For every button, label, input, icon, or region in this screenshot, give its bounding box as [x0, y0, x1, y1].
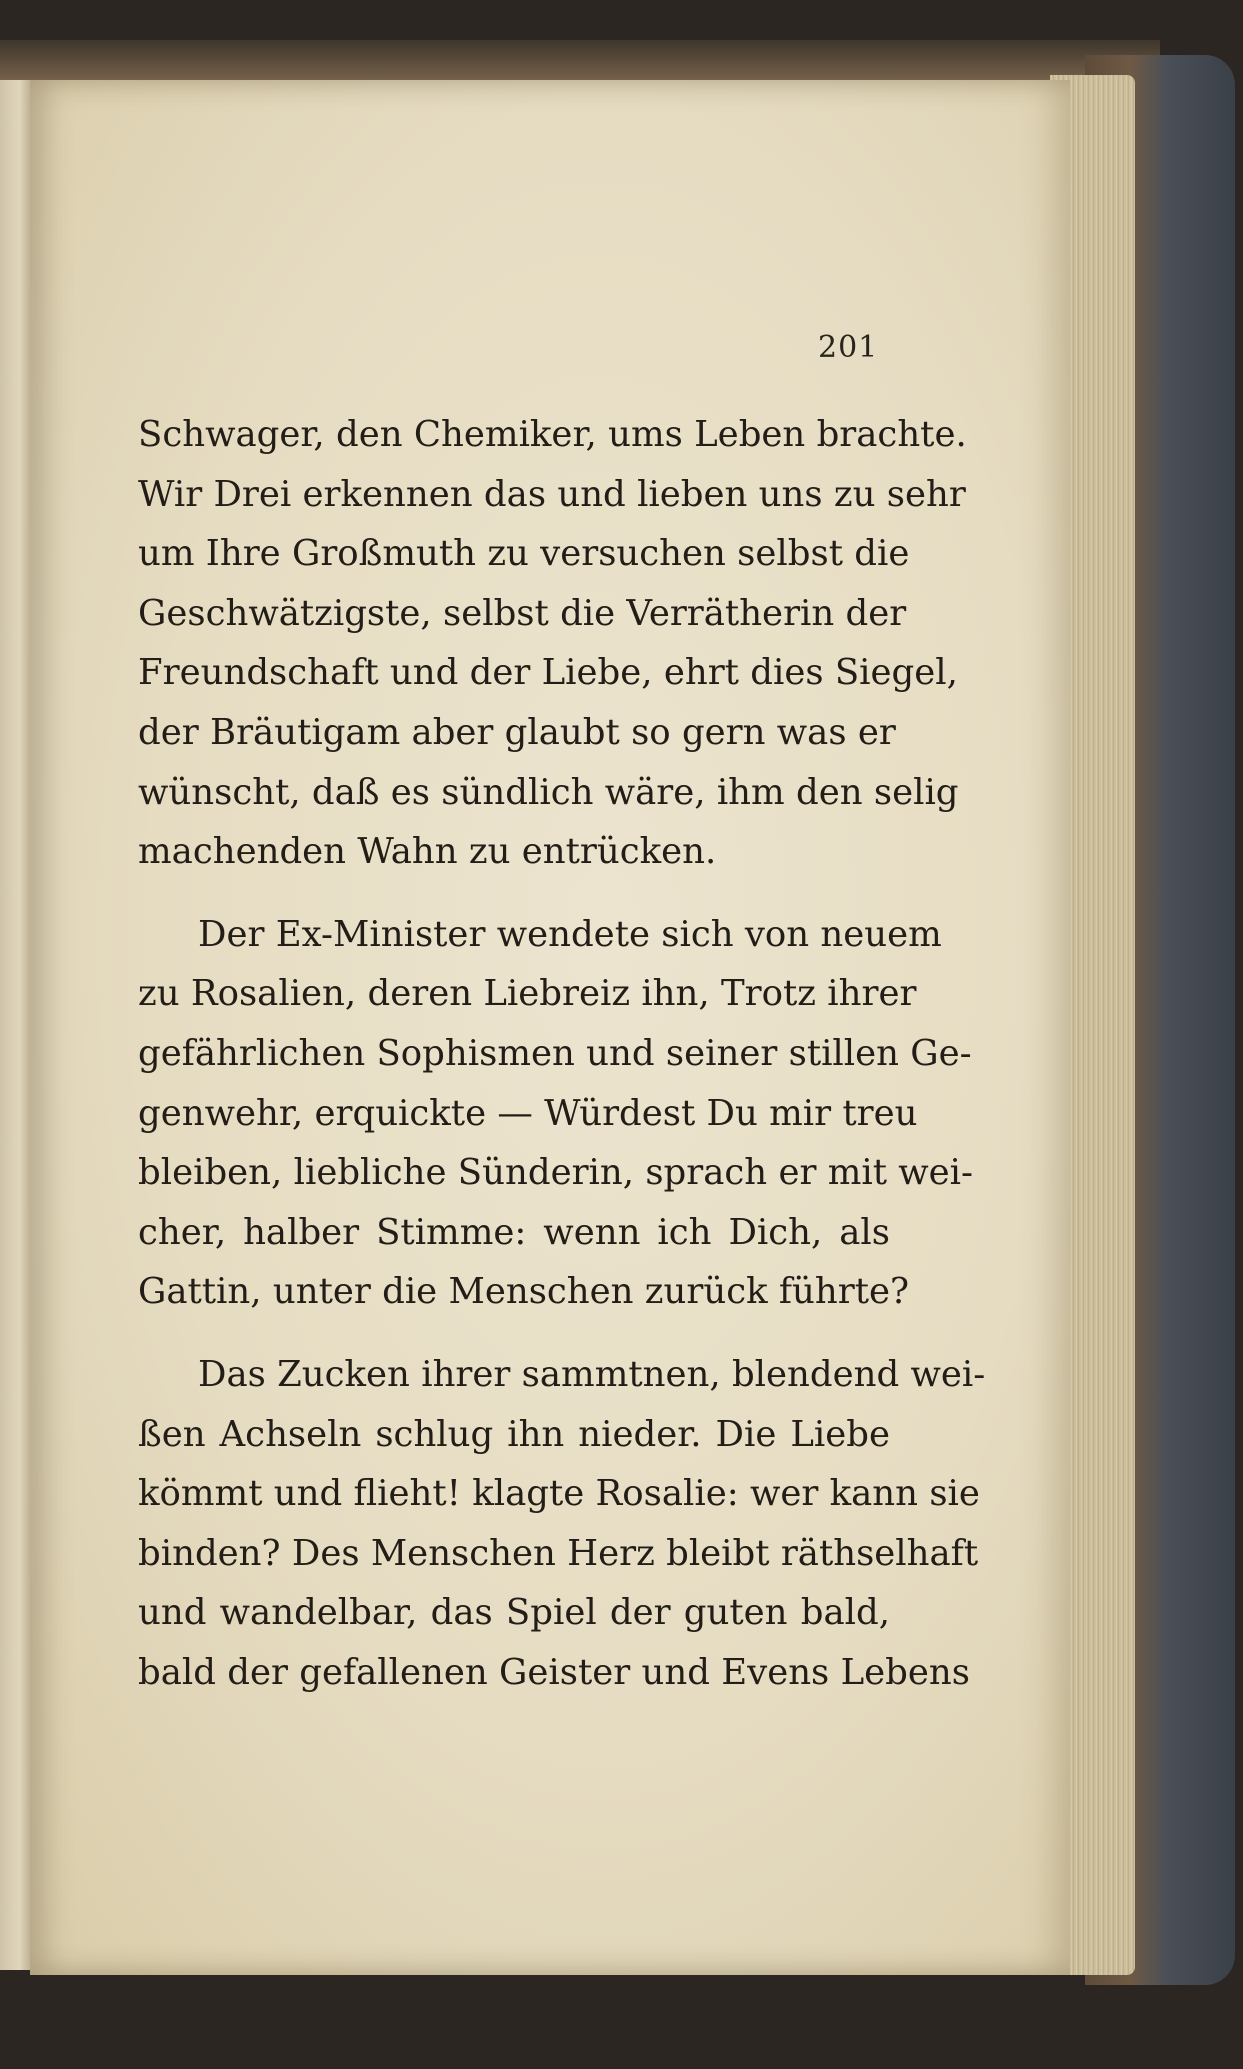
text-line: Schwager, den Chemiker, ums Leben brachte. [138, 414, 967, 455]
text-line: um Ihre Großmuth zu versuchen selbst die [138, 533, 910, 575]
text-line: bald der gefallenen Geister und Evens Lebens [138, 1651, 970, 1693]
paragraph [138, 905, 974, 1322]
text-line: Freundschaft und der Liebe, ehrt dies Siegel, [138, 652, 958, 694]
text-line: Das Zucken ihrer sammtnen, blendend wei- [198, 1353, 986, 1395]
text-line: bleiben, liebliche Sünderin, sprach er mit wei- [138, 1152, 974, 1194]
left-page-edge [0, 80, 32, 1970]
text-line: ßen Achseln schlug ihn nieder. Die Liebe [138, 1413, 890, 1455]
text-line: Der Ex-Minister wendete sich von neuem [198, 913, 942, 955]
page-number: 201 [818, 330, 879, 365]
text-line: Geschwätzigste, selbst die Verrätherin der [138, 592, 907, 634]
text-line: genwehr, erquickte — Würdest Du mir treu [138, 1092, 918, 1134]
text-line: der Bräutigam aber glaubt so gern was er [138, 711, 896, 753]
body-text [138, 405, 986, 1702]
paragraph [138, 1345, 986, 1703]
text-line: machenden Wahn zu entrücken. [138, 831, 717, 873]
text-line: kömmt und flieht! klagte Rosalie: wer kann sie [138, 1473, 980, 1515]
text-line: cher, halber Stimme: wenn ich Dich, als [138, 1211, 890, 1253]
text-line: wünscht, daß es sündlich wäre, ihm den selig [138, 771, 959, 813]
text-line: zu Rosalien, deren Liebreiz ihn, Trotz ihrer [138, 973, 917, 1015]
text-line: Wir Drei erkennen das und lieben uns zu sehr [138, 473, 966, 515]
text-line: und wandelbar, das Spiel der guten bald, [138, 1592, 890, 1634]
paragraph [138, 405, 967, 882]
text-line: binden? Des Menschen Herz bleibt räthselhaft [138, 1532, 979, 1574]
text-line: Gattin, unter die Menschen zurück führte? [138, 1271, 910, 1313]
text-line: gefährlichen Sophismen und seiner stillen Ge- [138, 1032, 972, 1074]
